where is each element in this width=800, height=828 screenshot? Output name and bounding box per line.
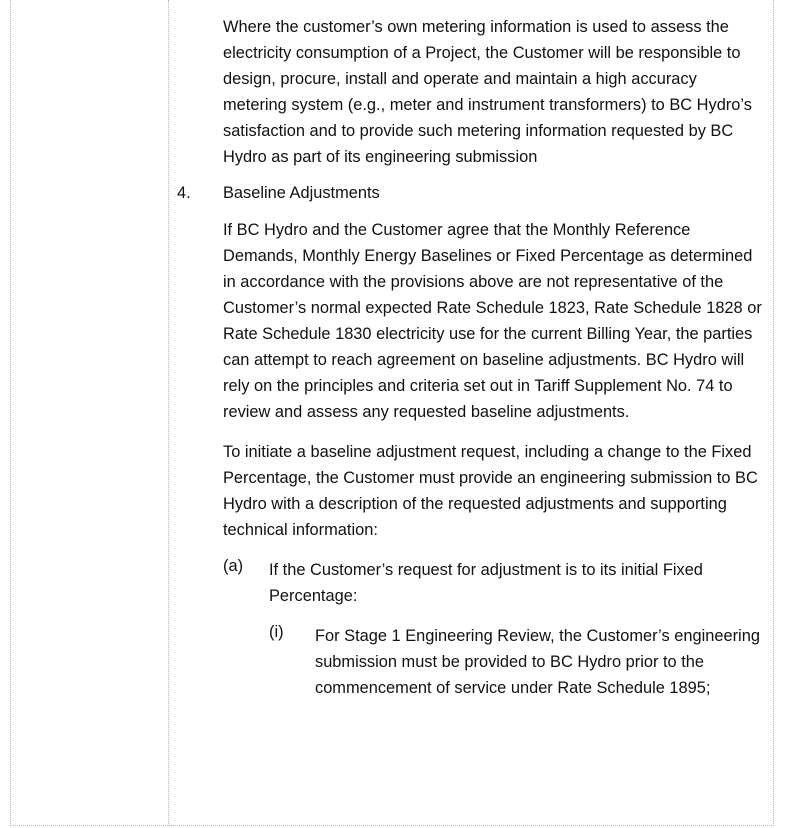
baseline-agreement-text: If BC Hydro and the Customer agree that the Monthly Reference Demands, Monthly Energy Baselines or Fixed Percentage as determined in accordance with the provisions above are not representative of the Customer’s normal expected Rate Schedule 1823, Rate Schedule 1828 or Rate Schedule 1830 electricity use for the current Billing Year, the parties can attempt to reach agreement on baseline adjustments. BC Hydro will rely on the principles and criteria set out in Tariff Supplement No. 74 to review and assess any requested baseline adjustments. xyxy=(223,221,762,421)
baseline-agreement-paragraph xyxy=(177,217,767,425)
metering-paragraph xyxy=(177,14,767,170)
column-divider xyxy=(168,0,169,826)
list-item-a-text: If the Customer’s request for adjustment is to its initial Fixed Percentage: xyxy=(269,561,703,605)
metering-text: Where the customer’s own metering information is used to assess the electricity consumption of a Project, the Customer will be responsible to design, procure, install and operate and maintain a high accuracy metering system (e.g., meter and instrument transformers) to BC Hydro’s satisfaction and to provide such metering information requested by BC Hydro as part of its engineering submission xyxy=(223,18,752,166)
section-4-heading xyxy=(177,184,767,203)
initiate-request-text: To initiate a baseline adjustment request, including a change to the Fixed Percentage, the Customer must provide an engineering submission to BC Hydro with a description of the requested adjustments and supporting technical information: xyxy=(223,443,758,539)
section-4-title: Baseline Adjustments xyxy=(223,184,380,202)
list-item-i-label: (i) xyxy=(269,623,284,641)
initiate-request-paragraph xyxy=(177,439,767,543)
document-body xyxy=(177,14,767,701)
section-4-number: 4. xyxy=(177,184,191,202)
list-item-i xyxy=(177,623,767,701)
list-item-a xyxy=(177,557,767,609)
list-item-a-label: (a) xyxy=(223,557,244,575)
list-item-i-text: For Stage 1 Engineering Review, the Customer’s engineering submission must be provided to BC Hydro prior to the commencement of service under Rate Schedule 1895; xyxy=(315,627,760,697)
